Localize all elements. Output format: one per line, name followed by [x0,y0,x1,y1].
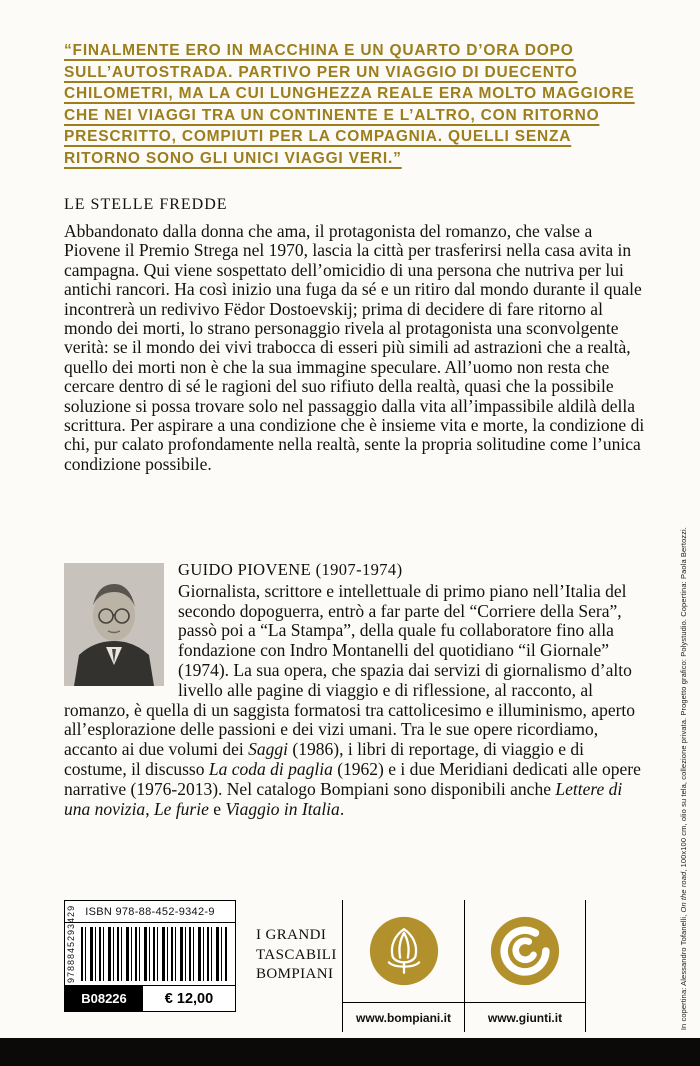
cover-credits: In copertina: Alessandro Tofanelli, On the road, 100x100 cm, olio su tela, collezione privata. Progetto grafico: Polystudio. Copertina: Paola Bertozzi. [679,526,688,1030]
synopsis-text: Abbandonato dalla donna che ama, il protagonista del romanzo, che valse a Piovene il Premio Strega nel 1970, lascia la città per trasferirsi nella casa avita in campagna. Qui viene sospettato dell’omicidio di una persona che nutriva per lui antichi rancori. Ha così inizio una fuga da sé e un ritiro dal mondo durante il quale incontrerà un redivivo Fëdor Dostoevskij; prima di decidere di fare ritorno al mondo dei morti, lo strano personaggio rivela al protagonista una sconvolgente verità: se il mondo dei vivi trabocca di esseri più simili ad astrazioni che a realtà, quello dei morti non è che la sua immagine speculare. All’uomo non resta che cercare dentro di sé le ragioni del suo rifiuto della realtà, quasi che la possibile soluzione si possa trovare solo nel passaggio dalla vita all’impassibile aldilà della scrittura. Per aspirare a una condizione che è insieme vita e morte, la condizione di chi, pur calato profondamente nella realtà, sente la propria solitudine come l’unica condizione possibile. [64,221,645,474]
footer-strip [64,900,586,1032]
collection-line-2: TASCABILI [256,946,337,963]
author-portrait-illustration [64,563,164,686]
isbn-label: ISBN 978-88-452-9342-9 [65,901,235,923]
collection-line-1: I GRANDI [256,927,327,943]
bompiani-column [342,900,464,1032]
collection-line-3: BOMPIANI [256,966,334,982]
barcode-bars-icon [81,927,227,981]
author-photo [64,563,164,686]
giunti-logo-icon [465,900,585,1002]
book-title: LE STELLE FREDDE [64,196,228,213]
giunti-column [464,900,586,1032]
collection-name [236,900,342,985]
cover-quote: “FINALMENTE ERO IN MACCHINA E UN QUARTO D’ORA DOPO SULL’AUTOSTRADA. PARTIVO PER UN VIAGGIO DI DUECENTO CHILOMETRI, MA LA CUI LUNGHEZZA REALE ERA MOLTO MAGGIORE CHE NEI VIAGGI TRA UN CONTINENTE E L’ALTRO, CON RITORNO PRESCRITTO, COMPIUTI PER LA COMPAGNIA. QUELLI SENZA RITORNO SONO GLI UNICI VIAGGI VERI.” [64,42,635,167]
bompiani-logo-icon [343,900,464,1002]
giunti-url: www.giunti.it [465,1002,585,1032]
product-code: B08226 [65,986,143,1011]
barcode-box [64,900,236,1012]
price-row [65,985,235,1011]
barcode-number: 9788845293429 [66,904,76,983]
author-name: GUIDO PIOVENE (1907-1974) [178,560,403,579]
bompiani-url: www.bompiani.it [343,1002,464,1032]
author-section [64,560,646,819]
price: € 12,00 [143,986,235,1011]
author-bio: Giornalista, scrittore e intellettuale di primo piano nell’Italia del secondo dopoguerra, entrò a far parte del “Corriere della Sera”, passò poi a “La Stampa”, della quale fu collaboratore fino alla fondazione con Indro Montanelli del quotidiano “il Giornale” (1974). La sua opera, che spazia dai servizi di giornalismo d’alto livello alle pagine di viaggio e di riflessione, al racconto, al romanzo, è quella di un saggista formatosi tra cattolicesimo e illuminismo, aperto all’esplorazione delle passioni e dei vizi umani. Tra le sue opere ricordiamo, accanto ai due volumi dei Saggi (1986), i libri di reportage, di viaggio e di costume, il discusso La coda di paglia (1962) e i due Meridiani dedicati alle opere narrative (1976-2013). Nel catalogo Bompiani sono disponibili anche Lettere di una novizia, Le furie e Viaggio in Italia. [64,580,641,819]
bottom-black-bar [0,1038,700,1066]
